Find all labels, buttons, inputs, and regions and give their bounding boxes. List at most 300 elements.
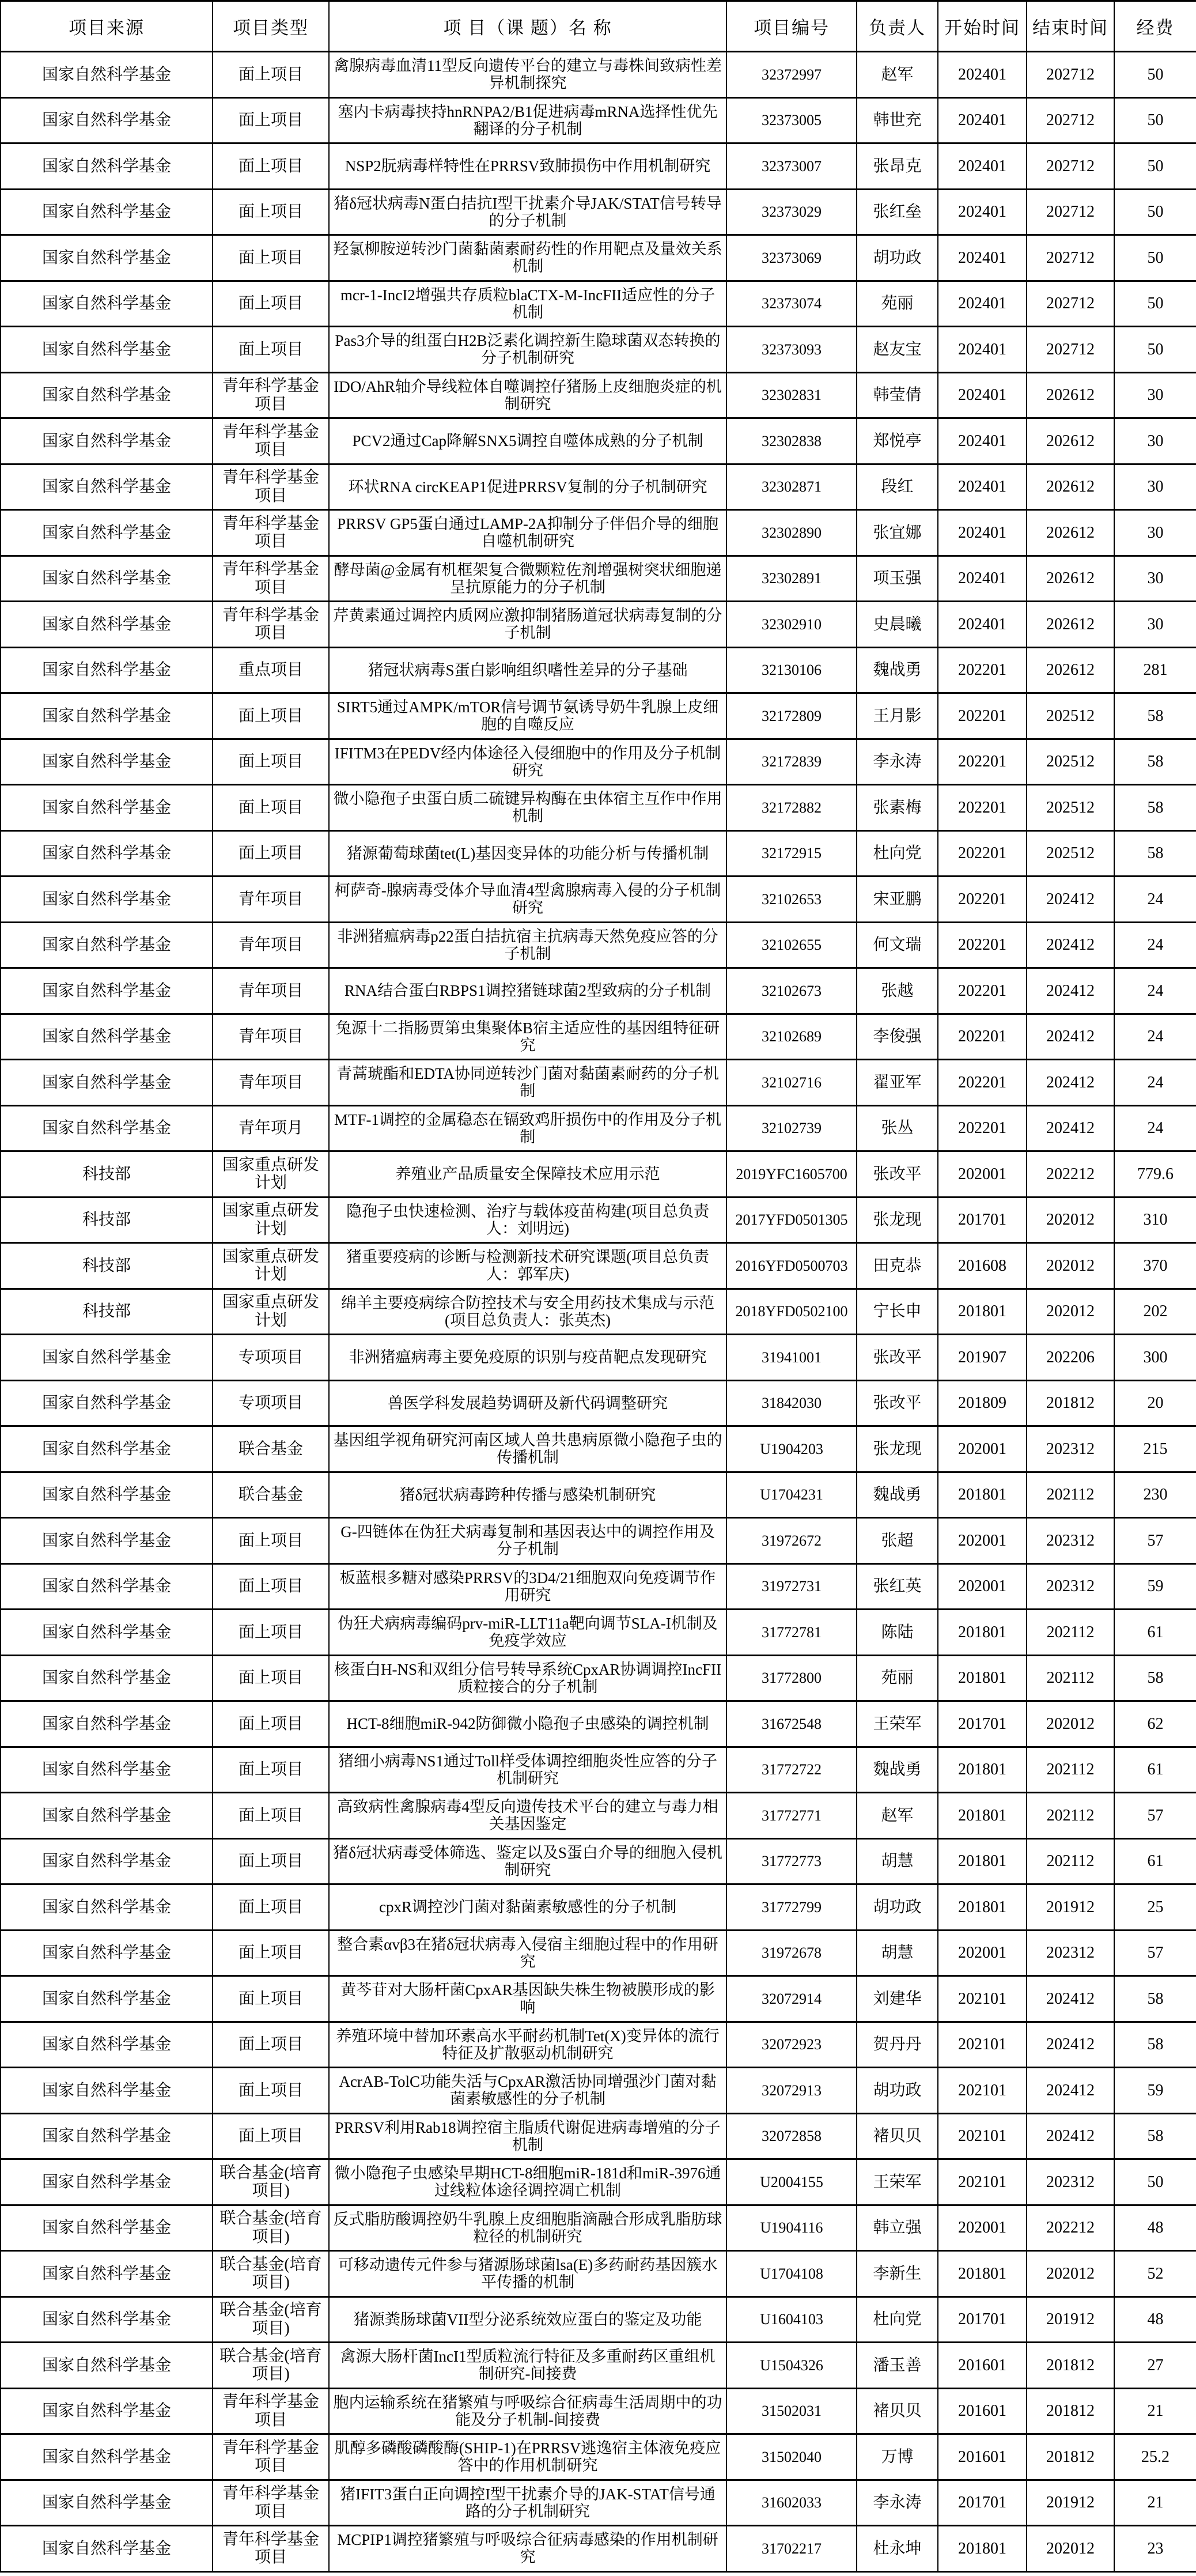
cell-pi-name: 褚贝贝 bbox=[857, 2113, 938, 2159]
cell-start-date: 201801 bbox=[938, 1655, 1027, 1701]
cell-project-name: cpxR调控沙门菌对黏菌素敏感性的分子机制 bbox=[329, 1884, 726, 1931]
cell-project-source: 国家自然科学基金 bbox=[1, 2480, 213, 2526]
table-row bbox=[1, 1976, 1196, 2022]
cell-project-name: 芹黄素通过调控内质网应激抑制猪肠道冠状病毒复制的分子机制 bbox=[329, 602, 726, 648]
cell-pi-name: 张红英 bbox=[857, 1563, 938, 1610]
cell-project-name: IDO/AhR轴介导线粒体自噬调控仔猪肠上皮细胞炎症的机制研究 bbox=[329, 372, 726, 418]
cell-funding: 58 bbox=[1114, 785, 1196, 831]
cell-project-name: 非洲猪瘟病毒主要免疫原的识别与疫苗靶点发现研究 bbox=[329, 1335, 726, 1381]
cell-project-source: 国家自然科学基金 bbox=[1, 556, 213, 602]
cell-project-source: 国家自然科学基金 bbox=[1, 464, 213, 510]
cell-pi-name: 张龙现 bbox=[857, 1426, 938, 1472]
cell-project-type: 面上项目 bbox=[213, 2022, 329, 2068]
cell-end-date: 202412 bbox=[1027, 968, 1114, 1014]
table-row bbox=[1, 922, 1196, 968]
cell-project-type: 面上项目 bbox=[213, 785, 329, 831]
cell-pi-name: 胡功政 bbox=[857, 1884, 938, 1931]
cell-project-source: 科技部 bbox=[1, 1197, 213, 1243]
cell-funding: 24 bbox=[1114, 1105, 1196, 1151]
cell-start-date: 202201 bbox=[938, 1060, 1027, 1106]
cell-end-date: 202412 bbox=[1027, 1014, 1114, 1060]
cell-project-type: 面上项目 bbox=[213, 235, 329, 281]
cell-project-source: 国家自然科学基金 bbox=[1, 968, 213, 1014]
cell-project-type: 面上项目 bbox=[213, 739, 329, 785]
cell-funding: 30 bbox=[1114, 464, 1196, 510]
cell-project-name: 环状RNA circKEAP1促进PRRSV复制的分子机制研究 bbox=[329, 464, 726, 510]
cell-project-name: RNA结合蛋白RBPS1调控猪链球菌2型致病的分子机制 bbox=[329, 968, 726, 1014]
cell-pi-name: 张超 bbox=[857, 1518, 938, 1564]
cell-project-source: 国家自然科学基金 bbox=[1, 1014, 213, 1060]
cell-project-code: 32373029 bbox=[726, 189, 857, 235]
cell-funding: 779.6 bbox=[1114, 1151, 1196, 1198]
cell-funding: 215 bbox=[1114, 1426, 1196, 1472]
cell-project-code: 31602033 bbox=[726, 2480, 857, 2526]
cell-project-source: 国家自然科学基金 bbox=[1, 602, 213, 648]
cell-start-date: 202401 bbox=[938, 327, 1027, 373]
header-project-name: 项 目（课 题）名 称 bbox=[329, 1, 726, 52]
cell-project-source: 国家自然科学基金 bbox=[1, 2022, 213, 2068]
cell-pi-name: 宁长申 bbox=[857, 1289, 938, 1335]
table-row bbox=[1, 2526, 1196, 2572]
cell-project-source: 国家自然科学基金 bbox=[1, 830, 213, 877]
cell-end-date: 202412 bbox=[1027, 922, 1114, 968]
cell-project-type: 联合基金(培育项目) bbox=[213, 2159, 329, 2205]
cell-project-code: 32373069 bbox=[726, 235, 857, 281]
cell-project-name: 肌醇多磷酸磷酸酶(SHIP-1)在PRRSV逃逸宿主体液免疫应答中的作用机制研究 bbox=[329, 2434, 726, 2480]
cell-project-type: 专项项目 bbox=[213, 1335, 329, 1381]
cell-project-name: Pas3介导的组蛋白H2B泛素化调控新生隐球菌双态转换的分子机制研究 bbox=[329, 327, 726, 373]
cell-project-source: 国家自然科学基金 bbox=[1, 281, 213, 327]
cell-start-date: 201801 bbox=[938, 1289, 1027, 1335]
cell-project-name: 基因组学视角研究河南区域人兽共患病原微小隐孢子虫的传播机制 bbox=[329, 1426, 726, 1472]
cell-project-name: MCPIP1调控猪繁殖与呼吸综合征病毒感染的作用机制研究 bbox=[329, 2526, 726, 2572]
cell-funding: 370 bbox=[1114, 1243, 1196, 1289]
cell-start-date: 201701 bbox=[938, 2480, 1027, 2526]
cell-end-date: 202312 bbox=[1027, 1930, 1114, 1976]
cell-end-date: 202512 bbox=[1027, 739, 1114, 785]
cell-end-date: 201812 bbox=[1027, 2434, 1114, 2480]
cell-project-type: 国家重点研发计划 bbox=[213, 1151, 329, 1198]
cell-start-date: 202001 bbox=[938, 1563, 1027, 1610]
cell-start-date: 202401 bbox=[938, 372, 1027, 418]
cell-start-date: 202201 bbox=[938, 968, 1027, 1014]
table-row bbox=[1, 510, 1196, 556]
cell-project-source: 国家自然科学基金 bbox=[1, 2297, 213, 2343]
cell-pi-name: 魏战勇 bbox=[857, 1747, 938, 1793]
cell-pi-name: 张改平 bbox=[857, 1380, 938, 1426]
cell-project-code: 31972672 bbox=[726, 1518, 857, 1564]
cell-end-date: 202112 bbox=[1027, 1793, 1114, 1839]
cell-pi-name: 翟亚军 bbox=[857, 1060, 938, 1106]
cell-start-date: 202401 bbox=[938, 281, 1027, 327]
table-row bbox=[1, 2388, 1196, 2434]
cell-funding: 202 bbox=[1114, 1289, 1196, 1335]
cell-end-date: 202312 bbox=[1027, 1563, 1114, 1610]
cell-project-name: mcr-1-IncI2增强共存质粒blaCTX-M-IncFII适应性的分子机制 bbox=[329, 281, 726, 327]
cell-end-date: 201912 bbox=[1027, 1884, 1114, 1931]
cell-project-source: 国家自然科学基金 bbox=[1, 1380, 213, 1426]
cell-start-date: 201801 bbox=[938, 2526, 1027, 2572]
cell-funding: 24 bbox=[1114, 1014, 1196, 1060]
cell-project-name: 整合素αvβ3在猪δ冠状病毒入侵宿主细胞过程中的作用研究 bbox=[329, 1930, 726, 1976]
cell-project-code: U1904116 bbox=[726, 2205, 857, 2251]
cell-project-name: 反式脂肪酸调控奶牛乳腺上皮细胞脂滴融合形成乳脂肪球粒径的机制研究 bbox=[329, 2205, 726, 2251]
cell-end-date: 202612 bbox=[1027, 510, 1114, 556]
table-row bbox=[1, 97, 1196, 143]
cell-start-date: 202001 bbox=[938, 1518, 1027, 1564]
table-row bbox=[1, 2022, 1196, 2068]
cell-project-type: 面上项目 bbox=[213, 1701, 329, 1747]
cell-project-source: 国家自然科学基金 bbox=[1, 1793, 213, 1839]
cell-funding: 300 bbox=[1114, 1335, 1196, 1381]
cell-pi-name: 胡慧 bbox=[857, 1930, 938, 1976]
cell-project-source: 国家自然科学基金 bbox=[1, 1930, 213, 1976]
cell-project-name: 猪冠状病毒S蛋白影响组织嗜性差异的分子基础 bbox=[329, 647, 726, 693]
cell-start-date: 201701 bbox=[938, 1701, 1027, 1747]
table-row bbox=[1, 1610, 1196, 1656]
cell-end-date: 202206 bbox=[1027, 1335, 1114, 1381]
table-row bbox=[1, 647, 1196, 693]
cell-end-date: 202012 bbox=[1027, 2526, 1114, 2572]
cell-end-date: 202412 bbox=[1027, 2022, 1114, 2068]
cell-pi-name: 杜向党 bbox=[857, 2297, 938, 2343]
cell-pi-name: 陈陆 bbox=[857, 1610, 938, 1656]
cell-project-type: 面上项目 bbox=[213, 1930, 329, 1976]
cell-end-date: 202512 bbox=[1027, 693, 1114, 739]
cell-end-date: 202312 bbox=[1027, 2159, 1114, 2205]
cell-funding: 50 bbox=[1114, 143, 1196, 190]
cell-project-code: 31772773 bbox=[726, 1838, 857, 1884]
cell-project-code: 32072914 bbox=[726, 1976, 857, 2022]
cell-project-type: 青年科学基金项目 bbox=[213, 510, 329, 556]
cell-project-source: 国家自然科学基金 bbox=[1, 327, 213, 373]
cell-start-date: 201601 bbox=[938, 2434, 1027, 2480]
cell-end-date: 202612 bbox=[1027, 602, 1114, 648]
cell-start-date: 202101 bbox=[938, 2159, 1027, 2205]
cell-start-date: 202401 bbox=[938, 189, 1027, 235]
cell-project-name: 猪IFIT3蛋白正向调控I型干扰素介导的JAK-STAT信号通路的分子机制研究 bbox=[329, 2480, 726, 2526]
cell-pi-name: 王月影 bbox=[857, 693, 938, 739]
cell-start-date: 201801 bbox=[938, 1472, 1027, 1518]
cell-project-source: 国家自然科学基金 bbox=[1, 97, 213, 143]
cell-project-source: 国家自然科学基金 bbox=[1, 1105, 213, 1151]
cell-project-source: 国家自然科学基金 bbox=[1, 2343, 213, 2389]
cell-project-source: 国家自然科学基金 bbox=[1, 922, 213, 968]
cell-project-type: 面上项目 bbox=[213, 52, 329, 98]
cell-pi-name: 李永涛 bbox=[857, 2480, 938, 2526]
table-row bbox=[1, 785, 1196, 831]
cell-end-date: 202112 bbox=[1027, 1655, 1114, 1701]
cell-end-date: 202712 bbox=[1027, 143, 1114, 190]
cell-funding: 27 bbox=[1114, 2343, 1196, 2389]
table-row bbox=[1, 968, 1196, 1014]
cell-project-code: 32102739 bbox=[726, 1105, 857, 1151]
cell-project-code: 32102653 bbox=[726, 877, 857, 923]
cell-project-name: NSP2朊病毒样特性在PRRSV致肺损伤中作用机制研究 bbox=[329, 143, 726, 190]
table-row bbox=[1, 1243, 1196, 1289]
table-row bbox=[1, 1289, 1196, 1335]
cell-funding: 310 bbox=[1114, 1197, 1196, 1243]
cell-project-type: 青年项目 bbox=[213, 968, 329, 1014]
cell-project-type: 面上项目 bbox=[213, 97, 329, 143]
table-row bbox=[1, 2068, 1196, 2114]
cell-funding: 24 bbox=[1114, 1060, 1196, 1106]
cell-pi-name: 何文瑞 bbox=[857, 922, 938, 968]
cell-project-code: 2018YFD0502100 bbox=[726, 1289, 857, 1335]
cell-project-source: 科技部 bbox=[1, 1289, 213, 1335]
cell-project-name: 绵羊主要疫病综合防控技术与安全用药技术集成与示范(项目总负责人：张英杰) bbox=[329, 1289, 726, 1335]
cell-funding: 50 bbox=[1114, 281, 1196, 327]
cell-pi-name: 魏战勇 bbox=[857, 1472, 938, 1518]
table-row bbox=[1, 1838, 1196, 1884]
cell-project-source: 国家自然科学基金 bbox=[1, 2434, 213, 2480]
cell-funding: 61 bbox=[1114, 1610, 1196, 1656]
cell-project-type: 国家重点研发计划 bbox=[213, 1243, 329, 1289]
table-row bbox=[1, 556, 1196, 602]
cell-start-date: 201801 bbox=[938, 1838, 1027, 1884]
cell-end-date: 202112 bbox=[1027, 1610, 1114, 1656]
cell-pi-name: 张龙现 bbox=[857, 1197, 938, 1243]
cell-project-code: 32302831 bbox=[726, 372, 857, 418]
cell-project-type: 面上项目 bbox=[213, 1884, 329, 1931]
table-row bbox=[1, 1197, 1196, 1243]
cell-pi-name: 潘玉善 bbox=[857, 2343, 938, 2389]
cell-pi-name: 苑丽 bbox=[857, 1655, 938, 1701]
cell-end-date: 201912 bbox=[1027, 2297, 1114, 2343]
cell-project-name: 微小隐孢子虫感染早期HCT-8细胞miR-181d和miR-3976通过线粒体途径调控凋亡机制 bbox=[329, 2159, 726, 2205]
cell-project-source: 国家自然科学基金 bbox=[1, 418, 213, 464]
cell-project-type: 面上项目 bbox=[213, 2068, 329, 2114]
table-row bbox=[1, 327, 1196, 373]
cell-project-type: 青年科学基金项目 bbox=[213, 2388, 329, 2434]
cell-start-date: 202001 bbox=[938, 1426, 1027, 1472]
cell-end-date: 201812 bbox=[1027, 2343, 1114, 2389]
cell-project-name: 禽腺病毒血清11型反向遗传平台的建立与毒株间致病性差异机制探究 bbox=[329, 52, 726, 98]
header-project-source: 项目来源 bbox=[1, 1, 213, 52]
cell-end-date: 202412 bbox=[1027, 877, 1114, 923]
cell-project-code: 31972678 bbox=[726, 1930, 857, 1976]
cell-project-code: 32130106 bbox=[726, 647, 857, 693]
cell-start-date: 202401 bbox=[938, 143, 1027, 190]
cell-project-name: 酵母菌@金属有机框架复合微颗粒佐剂增强树突状细胞递呈抗原能力的分子机制 bbox=[329, 556, 726, 602]
cell-project-name: 猪细小病毒NS1通过Toll样受体调控细胞炎性应答的分子机制研究 bbox=[329, 1747, 726, 1793]
cell-start-date: 202201 bbox=[938, 922, 1027, 968]
cell-end-date: 202012 bbox=[1027, 1701, 1114, 1747]
cell-pi-name: 胡慧 bbox=[857, 1838, 938, 1884]
cell-project-code: 31772799 bbox=[726, 1884, 857, 1931]
cell-funding: 50 bbox=[1114, 52, 1196, 98]
cell-project-code: 32072923 bbox=[726, 2022, 857, 2068]
cell-funding: 23 bbox=[1114, 2526, 1196, 2572]
cell-funding: 25.2 bbox=[1114, 2434, 1196, 2480]
cell-project-code: 31772722 bbox=[726, 1747, 857, 1793]
cell-project-source: 国家自然科学基金 bbox=[1, 1747, 213, 1793]
cell-project-source: 国家自然科学基金 bbox=[1, 2205, 213, 2251]
cell-funding: 20 bbox=[1114, 1380, 1196, 1426]
cell-project-code: U1604103 bbox=[726, 2297, 857, 2343]
cell-funding: 30 bbox=[1114, 372, 1196, 418]
cell-funding: 30 bbox=[1114, 418, 1196, 464]
cell-end-date: 202012 bbox=[1027, 1243, 1114, 1289]
cell-pi-name: 张越 bbox=[857, 968, 938, 1014]
cell-project-source: 国家自然科学基金 bbox=[1, 739, 213, 785]
cell-project-code: 31972731 bbox=[726, 1563, 857, 1610]
cell-project-code: 32302871 bbox=[726, 464, 857, 510]
cell-project-code: 32373074 bbox=[726, 281, 857, 327]
cell-funding: 58 bbox=[1114, 693, 1196, 739]
cell-end-date: 202712 bbox=[1027, 189, 1114, 235]
cell-project-code: 32373007 bbox=[726, 143, 857, 190]
cell-start-date: 202201 bbox=[938, 693, 1027, 739]
cell-start-date: 202401 bbox=[938, 602, 1027, 648]
cell-project-name: 可移动遗传元件参与猪源肠球菌lsa(E)多药耐药基因簇水平传播的机制 bbox=[329, 2251, 726, 2297]
cell-project-type: 青年项目 bbox=[213, 922, 329, 968]
cell-project-type: 青年科学基金项目 bbox=[213, 418, 329, 464]
cell-project-name: 兽医学科发展趋势调研及新代码调整研究 bbox=[329, 1380, 726, 1426]
cell-pi-name: 李新生 bbox=[857, 2251, 938, 2297]
table-row bbox=[1, 2480, 1196, 2526]
cell-funding: 57 bbox=[1114, 1518, 1196, 1564]
table-row bbox=[1, 52, 1196, 98]
header-start-date: 开始时间 bbox=[938, 1, 1027, 52]
cell-project-code: 31772800 bbox=[726, 1655, 857, 1701]
cell-project-type: 面上项目 bbox=[213, 1747, 329, 1793]
cell-funding: 48 bbox=[1114, 2297, 1196, 2343]
cell-project-name: 禽源大肠杆菌IncI1型质粒流行特征及多重耐药区重组机制研究-间接费 bbox=[329, 2343, 726, 2389]
cell-funding: 21 bbox=[1114, 2388, 1196, 2434]
table-row bbox=[1, 2434, 1196, 2480]
cell-end-date: 202012 bbox=[1027, 1289, 1114, 1335]
cell-start-date: 201907 bbox=[938, 1335, 1027, 1381]
cell-funding: 58 bbox=[1114, 1655, 1196, 1701]
table-row bbox=[1, 281, 1196, 327]
cell-pi-name: 张改平 bbox=[857, 1335, 938, 1381]
cell-start-date: 201608 bbox=[938, 1243, 1027, 1289]
cell-pi-name: 刘建华 bbox=[857, 1976, 938, 2022]
header-row bbox=[1, 1, 1196, 52]
table-header bbox=[1, 1, 1196, 52]
cell-funding: 58 bbox=[1114, 1976, 1196, 2022]
cell-start-date: 201809 bbox=[938, 1380, 1027, 1426]
table-row bbox=[1, 464, 1196, 510]
cell-start-date: 202401 bbox=[938, 52, 1027, 98]
cell-start-date: 202201 bbox=[938, 647, 1027, 693]
table-row bbox=[1, 1793, 1196, 1839]
cell-pi-name: 宋亚鹏 bbox=[857, 877, 938, 923]
cell-pi-name: 张红垒 bbox=[857, 189, 938, 235]
cell-start-date: 202201 bbox=[938, 1105, 1027, 1151]
cell-project-type: 青年科学基金项目 bbox=[213, 556, 329, 602]
cell-project-name: 兔源十二指肠贾第虫集聚体B宿主适应性的基因组特征研究 bbox=[329, 1014, 726, 1060]
cell-end-date: 202112 bbox=[1027, 1838, 1114, 1884]
table-row bbox=[1, 1563, 1196, 1610]
table-row bbox=[1, 830, 1196, 877]
table-row bbox=[1, 1701, 1196, 1747]
cell-project-type: 联合基金 bbox=[213, 1426, 329, 1472]
cell-pi-name: 胡功政 bbox=[857, 2068, 938, 2114]
cell-project-code: 31941001 bbox=[726, 1335, 857, 1381]
cell-funding: 57 bbox=[1114, 1793, 1196, 1839]
cell-project-code: 32302838 bbox=[726, 418, 857, 464]
cell-funding: 58 bbox=[1114, 739, 1196, 785]
cell-funding: 24 bbox=[1114, 922, 1196, 968]
cell-end-date: 202712 bbox=[1027, 327, 1114, 373]
cell-project-type: 面上项目 bbox=[213, 1518, 329, 1564]
cell-project-type: 面上项目 bbox=[213, 1563, 329, 1610]
cell-project-name: 养殖业产品质量安全保障技术应用示范 bbox=[329, 1151, 726, 1198]
table-row bbox=[1, 418, 1196, 464]
cell-project-name: 隐孢子虫快速检测、治疗与载体疫苗构建(项目总负责人：刘明远) bbox=[329, 1197, 726, 1243]
cell-end-date: 202312 bbox=[1027, 1426, 1114, 1472]
cell-pi-name: 杜永坤 bbox=[857, 2526, 938, 2572]
cell-project-name: 核蛋白H-NS和双组分信号转导系统CpxAR协调调控IncFII质粒接合的分子机制 bbox=[329, 1655, 726, 1701]
cell-project-source: 科技部 bbox=[1, 1151, 213, 1198]
cell-funding: 30 bbox=[1114, 510, 1196, 556]
cell-project-type: 面上项目 bbox=[213, 2113, 329, 2159]
cell-project-code: 32072858 bbox=[726, 2113, 857, 2159]
cell-project-source: 国家自然科学基金 bbox=[1, 1426, 213, 1472]
cell-end-date: 202012 bbox=[1027, 2251, 1114, 2297]
table-row bbox=[1, 1426, 1196, 1472]
cell-project-type: 国家重点研发计划 bbox=[213, 1289, 329, 1335]
cell-funding: 24 bbox=[1114, 877, 1196, 923]
cell-project-type: 青年项目 bbox=[213, 1014, 329, 1060]
cell-pi-name: 张素梅 bbox=[857, 785, 938, 831]
table-row bbox=[1, 877, 1196, 923]
cell-end-date: 202612 bbox=[1027, 556, 1114, 602]
cell-project-type: 面上项目 bbox=[213, 693, 329, 739]
cell-pi-name: 王荣军 bbox=[857, 1701, 938, 1747]
table-row bbox=[1, 1014, 1196, 1060]
cell-project-name: AcrAB-TolC功能失活与CpxAR激活协同增强沙门菌对黏菌素敏感性的分子机制 bbox=[329, 2068, 726, 2114]
cell-project-code: 32072913 bbox=[726, 2068, 857, 2114]
cell-start-date: 202201 bbox=[938, 877, 1027, 923]
cell-funding: 58 bbox=[1114, 2113, 1196, 2159]
table-body bbox=[1, 52, 1196, 2572]
cell-funding: 50 bbox=[1114, 189, 1196, 235]
cell-pi-name: 贺丹丹 bbox=[857, 2022, 938, 2068]
cell-pi-name: 赵军 bbox=[857, 1793, 938, 1839]
cell-funding: 21 bbox=[1114, 2480, 1196, 2526]
cell-end-date: 202112 bbox=[1027, 1472, 1114, 1518]
cell-project-code: 32102716 bbox=[726, 1060, 857, 1106]
cell-project-code: 32372997 bbox=[726, 52, 857, 98]
cell-project-type: 青年科学基金项目 bbox=[213, 2480, 329, 2526]
cell-start-date: 201801 bbox=[938, 2251, 1027, 2297]
cell-start-date: 202401 bbox=[938, 556, 1027, 602]
cell-project-type: 面上项目 bbox=[213, 1655, 329, 1701]
table-row bbox=[1, 1930, 1196, 1976]
cell-funding: 50 bbox=[1114, 235, 1196, 281]
cell-end-date: 202312 bbox=[1027, 1518, 1114, 1564]
cell-project-type: 面上项目 bbox=[213, 1610, 329, 1656]
cell-pi-name: 田克恭 bbox=[857, 1243, 938, 1289]
cell-project-code: 31702217 bbox=[726, 2526, 857, 2572]
cell-pi-name: 赵军 bbox=[857, 52, 938, 98]
cell-project-type: 联合基金(培育项目) bbox=[213, 2343, 329, 2389]
cell-project-type: 面上项目 bbox=[213, 1838, 329, 1884]
cell-pi-name: 张丛 bbox=[857, 1105, 938, 1151]
cell-project-name: 猪δ冠状病毒N蛋白拮抗I型干扰素介导JAK/STAT信号转导的分子机制 bbox=[329, 189, 726, 235]
cell-funding: 48 bbox=[1114, 2205, 1196, 2251]
cell-start-date: 202401 bbox=[938, 510, 1027, 556]
cell-project-name: 猪δ冠状病毒受体筛选、鉴定以及S蛋白介导的细胞入侵机制研究 bbox=[329, 1838, 726, 1884]
cell-funding: 50 bbox=[1114, 327, 1196, 373]
cell-project-name: PRRSV GP5蛋白通过LAMP-2A抑制分子伴侣介导的细胞自噬机制研究 bbox=[329, 510, 726, 556]
table-row bbox=[1, 189, 1196, 235]
cell-funding: 62 bbox=[1114, 1701, 1196, 1747]
cell-project-source: 国家自然科学基金 bbox=[1, 2068, 213, 2114]
